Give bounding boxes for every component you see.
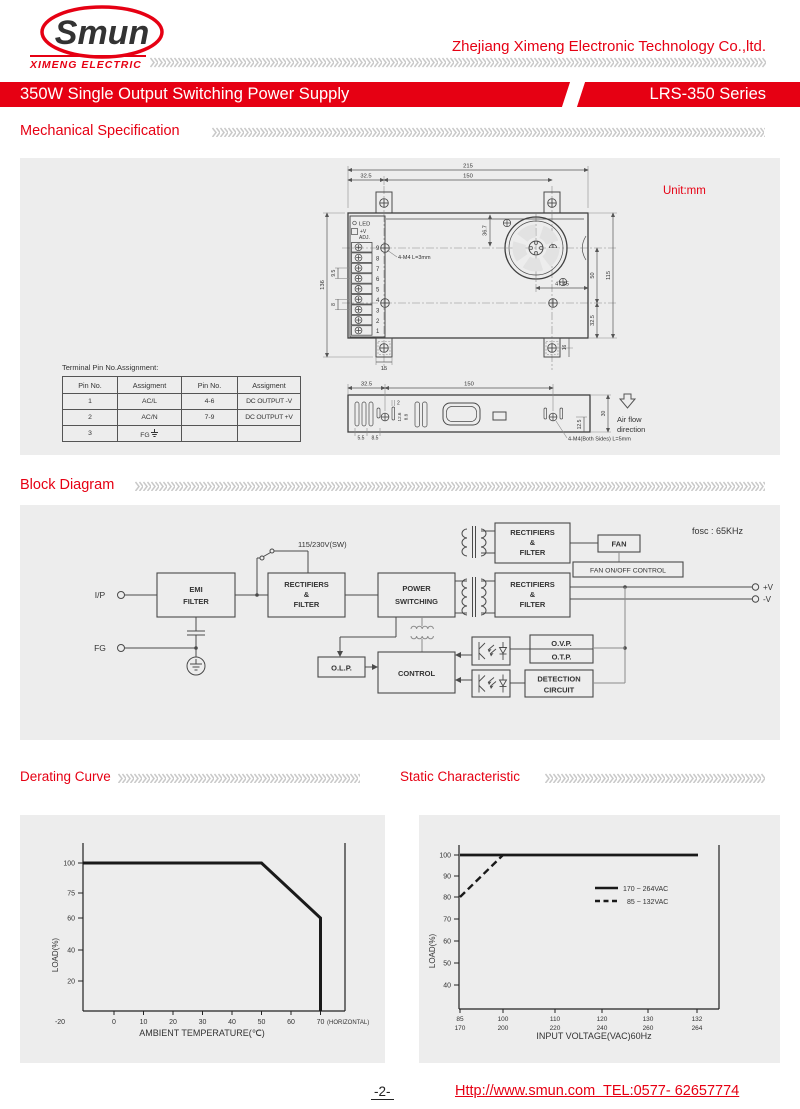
x-tick: 85 xyxy=(456,1016,464,1023)
y-tick: 70 xyxy=(443,916,451,924)
static-chart xyxy=(419,815,780,1063)
x-tick: 40 xyxy=(228,1019,236,1026)
y-tick: 100 xyxy=(63,860,75,868)
section-title-derating: Derating Curve xyxy=(20,769,111,784)
olp-path xyxy=(337,617,396,657)
side-screw-note: 4-M4(Both Sides) L=5mm xyxy=(568,436,631,443)
pin-table-header: Assigment xyxy=(118,377,182,394)
chevron-strip xyxy=(135,481,765,491)
fg-terminal-icon xyxy=(118,645,125,652)
power-label: POWER xyxy=(402,584,431,593)
power-switching-box xyxy=(378,573,455,617)
section-title-block: Block Diagram xyxy=(20,477,115,493)
x-tick: 200 xyxy=(497,1025,509,1032)
output-pos-terminal-icon xyxy=(752,584,758,590)
dim-8-5: 8.5 xyxy=(371,435,379,442)
website-link[interactable]: Http://www.smun.com TEL:0577- 62657774 xyxy=(455,1083,740,1099)
logo-subtext: XIMENG ELECTRIC xyxy=(30,55,146,71)
fan-control-label: FAN ON/OFF CONTROL xyxy=(590,567,666,575)
derating-y-tick-labels xyxy=(63,861,75,986)
mechanical-panel xyxy=(20,158,780,455)
pin-cell: DC OUTPUT +V xyxy=(238,410,301,426)
dim-9-5: 9.5 xyxy=(331,269,337,277)
pin-number: 5 xyxy=(376,287,380,294)
pin-number: 6 xyxy=(376,277,380,284)
air-flow-arrow-icon xyxy=(620,394,635,408)
emi-label: EMI xyxy=(189,585,203,594)
dim-12-5: 12.5 xyxy=(577,419,583,430)
switch-label: 115/230V(SW) xyxy=(298,540,347,549)
rect-out-label: & xyxy=(529,590,536,599)
adj-label-1: +V xyxy=(360,229,367,235)
x-tick: 30 xyxy=(198,1019,207,1026)
dim-8-8: 8.8 xyxy=(403,413,409,421)
banner-product-title: 350W Single Output Switching Power Supply xyxy=(20,85,350,103)
pin-table-caption: Terminal Pin No.Assignment: xyxy=(62,363,159,372)
control-label: CONTROL xyxy=(397,669,436,678)
pin-assignment-table xyxy=(62,376,301,442)
company-name: Zhejiang Ximeng Electronic Technology Co.,ltd. xyxy=(451,38,766,55)
emi-label: FILTER xyxy=(183,597,209,606)
detection-label: CIRCUIT xyxy=(543,685,575,695)
derating-curve-line xyxy=(83,863,321,1011)
static-x-tick-labels xyxy=(455,1016,703,1032)
fg-label: FG xyxy=(94,643,106,653)
header-chevron-strip xyxy=(150,57,766,68)
dim-32-5: 32.5 xyxy=(360,381,373,388)
y-tick: 90 xyxy=(443,873,451,881)
y-tick: 40 xyxy=(67,947,75,955)
chevron-strip xyxy=(212,127,765,137)
rect1-label: RECTIFIERS xyxy=(284,580,329,589)
pin-number: 9 xyxy=(376,246,380,252)
x-tick: 120 xyxy=(596,1016,608,1023)
fosc-label: fosc : 65KHz xyxy=(692,526,744,536)
y-tick: 60 xyxy=(67,915,75,923)
transformer-fan-icon xyxy=(462,526,495,558)
led-label: LED xyxy=(359,221,371,228)
logo-text: Smun xyxy=(54,14,150,52)
x-tick: 50 xyxy=(257,1019,266,1026)
terminal-block xyxy=(350,216,385,337)
rect-fan-label: RECTIFIERS xyxy=(510,528,555,537)
static-ylabel: LOAD(%) xyxy=(428,933,437,969)
pin-cell xyxy=(238,426,301,442)
x-tick: 130 xyxy=(642,1016,654,1023)
dim-32-5-right: 32.5 xyxy=(590,315,596,326)
air-flow xyxy=(617,394,645,434)
output-pos-label: +V xyxy=(763,583,774,592)
pin-cell: AC/N xyxy=(118,410,182,426)
legend-label: 170 ~ 264VAC xyxy=(623,886,669,893)
y-tick: 60 xyxy=(443,938,451,946)
banner-series: LRS-350 Series xyxy=(649,85,766,103)
derating-x-tick-labels xyxy=(55,1019,369,1026)
pin-cell: 7-9 xyxy=(182,410,238,426)
pin-number: 7 xyxy=(376,266,380,273)
unit-label: Unit:mm xyxy=(663,185,706,197)
side-small-opening xyxy=(493,412,506,420)
pin-number: 1 xyxy=(376,329,380,336)
drive-transformer-icon xyxy=(411,617,433,652)
pin-cell-fg xyxy=(118,426,182,442)
transformer-icon xyxy=(455,577,495,617)
x-tick: 260 xyxy=(642,1025,654,1032)
rect-fan-label: FILTER xyxy=(519,548,546,557)
air-flow-label-2: direction xyxy=(617,425,646,434)
x-tick: 60 xyxy=(287,1019,295,1026)
top-view-dimensions xyxy=(320,164,617,373)
dim-2: 2 xyxy=(397,400,400,407)
x-tick: 100 xyxy=(497,1016,509,1023)
dim-5-5: 5.5 xyxy=(357,435,365,442)
section-title-mechanical: Mechanical Specification xyxy=(20,123,180,139)
pin-cell: AC/L xyxy=(118,394,182,410)
fan-label: FAN xyxy=(611,539,627,549)
olp-label: O.L.P. xyxy=(331,663,352,673)
rect-fan-label: & xyxy=(529,538,536,547)
y-tick: 40 xyxy=(443,982,451,990)
derating-axes xyxy=(83,843,345,1011)
derating-chart xyxy=(20,815,385,1063)
smun-logo-oval-icon xyxy=(28,5,180,59)
banner-slash xyxy=(562,82,585,107)
pin-number: 8 xyxy=(376,256,380,263)
emi-filter-box xyxy=(157,573,235,617)
chevron-strip xyxy=(545,773,765,783)
static-xlabel: INPUT VOLTAGE(VAC)60Hz xyxy=(536,1031,652,1041)
dim-47-45: 47.45 xyxy=(555,281,569,288)
pin-cell: 2 xyxy=(63,410,118,426)
pin-cell: 4-6 xyxy=(182,394,238,410)
y-tick: 50 xyxy=(443,960,451,968)
y-tick: 20 xyxy=(67,978,75,986)
pin-table-header: Assigment xyxy=(238,377,301,394)
section-title-static: Static Characteristic xyxy=(400,769,521,784)
pin-number: 3 xyxy=(376,308,380,315)
dim-12-6: 12.6 xyxy=(397,412,402,422)
y-tick: 100 xyxy=(439,852,451,860)
table-row xyxy=(63,410,301,426)
pin-number: 4 xyxy=(376,298,380,304)
table-row xyxy=(63,426,301,442)
rect-out-label: RECTIFIERS xyxy=(510,580,555,589)
side-view-dimensions xyxy=(348,382,631,443)
output-neg-terminal-icon xyxy=(752,596,758,602)
x-tick: 220 xyxy=(549,1025,561,1032)
x-tick: 10 xyxy=(139,1019,148,1026)
dim-215: 215 xyxy=(463,163,473,170)
pin-cell xyxy=(182,426,238,442)
derating-xlabel: AMBIENT TEMPERATURE(℃) xyxy=(139,1028,265,1038)
static-dashed-line xyxy=(460,855,503,897)
x-tick: 264 xyxy=(691,1025,703,1032)
adj-label-2: ADJ. xyxy=(359,235,370,241)
y-tick: 75 xyxy=(67,890,75,898)
adj-pot-icon xyxy=(352,229,358,235)
x-tick: 132 xyxy=(691,1016,703,1023)
rect-out-label: FILTER xyxy=(519,600,546,609)
static-axes xyxy=(459,845,719,1009)
input-label: I/P xyxy=(94,590,106,600)
led-icon xyxy=(353,221,357,225)
otp-label: O.T.P. xyxy=(551,652,572,662)
x-tick: -20 xyxy=(54,1019,66,1026)
y-tick: 80 xyxy=(443,894,451,902)
ovp-label: O.V.P. xyxy=(551,639,572,648)
dim-15: 15 xyxy=(380,366,388,372)
side-view xyxy=(348,382,645,443)
pin-cell: 1 xyxy=(63,394,118,410)
pin-cell: 3 xyxy=(63,426,118,442)
x-tick: 240 xyxy=(596,1025,608,1032)
static-characteristic-panel xyxy=(419,815,780,1063)
static-y-tick-labels xyxy=(439,853,451,990)
static-ticks xyxy=(454,855,697,1013)
capacitor-ground-icon xyxy=(187,617,205,675)
dim-16: 16 xyxy=(562,344,568,351)
legend-label: 85 ~ 132VAC xyxy=(627,899,669,906)
dim-36-7: 36.7 xyxy=(482,225,489,236)
chevron-strip xyxy=(118,773,360,783)
vent-slots xyxy=(355,402,563,427)
dim-150: 150 xyxy=(463,173,473,180)
top-view xyxy=(320,164,617,373)
legend xyxy=(595,886,668,906)
screw-note: 4-M4 L=3mm xyxy=(398,255,431,261)
block-diagram xyxy=(20,505,780,740)
x-tick: 0 xyxy=(112,1019,116,1026)
derating-curve-panel xyxy=(20,815,385,1063)
detection-label: DETECTION xyxy=(537,674,581,684)
table-row xyxy=(63,394,301,410)
dim-136: 136 xyxy=(320,280,326,290)
rect1-label: & xyxy=(303,590,310,599)
input-terminal-icon xyxy=(118,592,125,599)
x-suffix: (HORIZONTAL) xyxy=(327,1020,370,1026)
power-label: SWITCHING xyxy=(395,597,438,606)
pin-table-header: Pin No. xyxy=(182,377,238,394)
dim-30: 30 xyxy=(601,410,607,417)
pin-cell: DC OUTPUT -V xyxy=(238,394,301,410)
pin-table-header: Pin No. xyxy=(63,377,118,394)
fg-label: FG xyxy=(140,431,150,439)
dim-115: 115 xyxy=(606,271,612,280)
block-diagram-panel xyxy=(20,505,780,740)
output-neg-label: -V xyxy=(763,595,771,604)
dim-32-5: 32.5 xyxy=(360,173,372,180)
pin-number: 2 xyxy=(376,318,380,325)
x-tick: 110 xyxy=(549,1016,561,1023)
title-banner xyxy=(0,82,800,107)
ground-icon xyxy=(150,429,159,438)
page-number: -2- xyxy=(371,1084,394,1100)
x-tick: 20 xyxy=(169,1019,177,1026)
dim-150: 150 xyxy=(464,381,474,388)
dim-50: 50 xyxy=(590,272,596,279)
rect1-label: FILTER xyxy=(293,600,320,609)
derating-ylabel: LOAD(%) xyxy=(51,937,60,973)
x-tick: 70 xyxy=(316,1019,325,1026)
x-tick: 170 xyxy=(454,1025,466,1032)
air-flow-label-1: Air flow xyxy=(617,415,642,424)
dim-8: 8 xyxy=(331,303,337,306)
